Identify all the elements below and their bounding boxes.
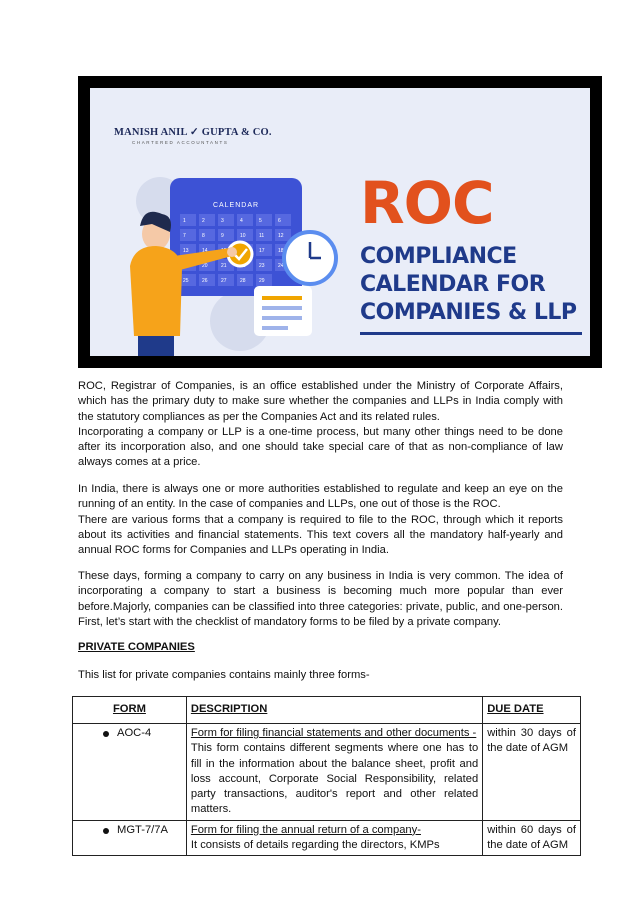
- calendar-day-label: 8: [202, 233, 205, 239]
- banner-title-roc: ROC: [360, 169, 494, 237]
- paragraph-list-intro: This list for private companies contains mainly three forms-: [78, 669, 370, 681]
- paragraph-incorporation: Incorporating a company or LLP is a one-time process, but many other things need to be done after its incorporation also, and one should take special care of that as non-compliance of law always comes at a price.: [78, 425, 563, 469]
- calendar-day-label: 29: [259, 278, 265, 284]
- firm-logo: MANISH ANIL ✓ GUPTA & CO.: [114, 127, 272, 138]
- description-cell: [186, 820, 482, 856]
- banner-title-line3: COMPANIES & LLP: [360, 300, 577, 325]
- description-title: Form for filing financial statements and other documents -: [190, 727, 477, 739]
- bullet-icon: [103, 731, 109, 737]
- calendar-day-label: 18: [278, 248, 284, 254]
- description-cell: [186, 724, 482, 821]
- heading-private-companies: PRIVATE COMPANIES: [78, 641, 195, 653]
- calendar-day-label: 4: [240, 218, 243, 224]
- calendar-day-label: 26: [202, 278, 208, 284]
- calendar-day-label: 7: [183, 233, 186, 239]
- form-name: MGT-7/7A: [117, 823, 168, 836]
- calendar-day-label: 28: [240, 278, 246, 284]
- firm-logo-subtitle: CHARTERED ACCOUNTANTS: [132, 140, 229, 145]
- calendar-day-label: 9: [221, 233, 224, 239]
- calendar-day-label: 1: [183, 218, 186, 224]
- banner-image: [78, 76, 602, 368]
- paragraph-forms: There are various forms that a company is required to file to the ROC, through which it reports about its activities and financial statements. This text covers all the mandatory half-yearly and annual ROC forms for Companies and LLPs operating in India.: [78, 513, 563, 557]
- due-date-cell: within 30 days of the date of AGM: [483, 724, 581, 821]
- due-date-cell: within 60 days of the date of AGM: [483, 820, 581, 856]
- authorities-text: [78, 482, 563, 558]
- forms-table: [72, 696, 581, 856]
- table-header-row: [73, 697, 581, 724]
- description-title: Form for filing the annual return of a company-: [190, 823, 421, 836]
- calendar-day-label: 2: [202, 218, 205, 224]
- form-cell: [73, 820, 187, 856]
- calendar-day-label: 14: [202, 248, 208, 254]
- calendar-day-label: 12: [278, 233, 284, 239]
- form-name: AOC-4: [117, 727, 152, 739]
- calendar-day-label: 25: [183, 278, 189, 284]
- calendar-day-label: 24: [278, 263, 284, 269]
- calendar-day-label: 11: [259, 233, 265, 239]
- calendar-day-label: 21: [221, 263, 227, 269]
- calendar-day-label: 6: [278, 218, 281, 224]
- banner-title-line2: CALENDAR FOR: [360, 272, 546, 297]
- banner-title-line1: COMPLIANCE: [360, 244, 517, 269]
- calendar-day-label: 17: [259, 248, 265, 254]
- paragraph-roc-definition: ROC, Registrar of Companies, is an office established under the Ministry of Corporate Affairs, which has the primary duty to make sure whether the companies and LLPs in India comply with the statutory compliances as per the Companies Act and its related rules.: [78, 380, 563, 423]
- header-description: DESCRIPTION: [186, 697, 482, 724]
- calendar-day-label: 10: [240, 233, 246, 239]
- form-cell: [73, 724, 187, 821]
- bullet-icon: [103, 828, 109, 834]
- calendar-day-label: 20: [202, 263, 208, 269]
- table-row: [73, 820, 581, 856]
- calendar-illustration: [90, 106, 340, 356]
- calendar-day-label: 23: [259, 263, 265, 269]
- calendar-day-label: 13: [183, 248, 189, 254]
- description-body: It consists of details regarding the directors, KMPs: [190, 839, 440, 852]
- header-due-date: DUE DATE: [483, 697, 581, 724]
- banner-artwork: [90, 88, 590, 356]
- calendar-day-label: 27: [221, 278, 227, 284]
- banner-underline: [360, 332, 582, 335]
- description-body: This form contains different segments where one has to fill in the information about the balance sheet, profit and loss account, Corporate Social Responsibility, related party transactions, auditor's report and other related matters.: [190, 742, 479, 816]
- intro-text: [78, 379, 563, 471]
- calendar-day-label: 5: [259, 218, 262, 224]
- table-row: [73, 724, 581, 821]
- calendar-day-label: 3: [221, 218, 224, 224]
- paragraph-authorities: In India, there is always one or more authorities established to regulate and keep an eye on the running of an entity. In the case of companies and LLPs, one out of those is the ROC.: [78, 483, 563, 511]
- calendar-label: CALENDAR: [212, 202, 260, 209]
- paragraph-company-types: These days, forming a company to carry on any business in India is very common. The idea of incorporating a company to start a business is becoming much more popular than ever before.Majorly, companies can be classified into three categories: private, public, and one-person. First, let’s start with the checklist of mandatory forms to be filed by a private company.: [78, 570, 563, 628]
- header-form: FORM: [73, 697, 187, 724]
